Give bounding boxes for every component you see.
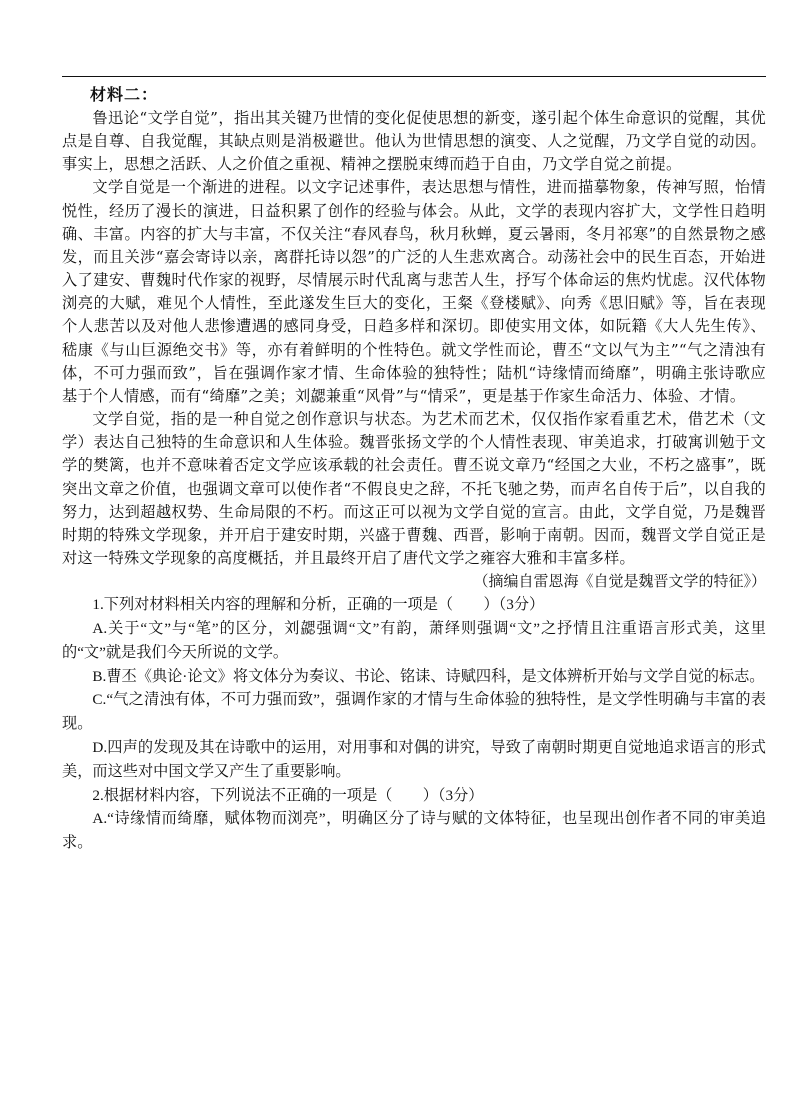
material-heading: 材料二： bbox=[90, 85, 159, 104]
question-1-stem: 1.下列对材料相关内容的理解和分析，正确的一项是（ ）（3分） bbox=[92, 596, 545, 614]
question-1-option-d: D.四声的发现及其在诗歌中的运用，对用事和对偶的讲究，导致了南朝时期更自觉地追求语言的形式美，而这些对中国文学又产生了重要影响。 bbox=[62, 738, 766, 780]
question-1-option-b: B.曹丕《典论·论文》将文体分为奏议、书论、铭诔、诗赋四科，是文体辨析开始与文学自觉的标志。 bbox=[92, 667, 765, 685]
question-2-option-a: A.“诗缘情而绮靡，赋体物而浏亮”，明确区分了诗与赋的文体特征，也呈现出创作者不同的审美追求。 bbox=[62, 810, 766, 852]
paragraph-3: 文学自觉，指的是一种自觉之创作意识与状态。为艺术而艺术，仅仅指作家看重艺术，借艺术（文学）表达自己独特的生命意识和人生体验。魏晋张扬文学的个人情性表现、审美追求，打破寓训勉于文学的樊篱，也并不意味着否定文学应该承载的社会责任。曹丕说文章乃“经国之大业，不朽之盛事”，既突出文章之价值，也强调文章可以使作者“不假良史之辞，不托飞驰之势，而声名自传于后”，以自我的努力，达到超越权势、生命局限的不朽。而这正可以视为文学自觉的宣言。由此，文学自觉，乃是魏晋时期的特殊文学现象，并开启于建安时期，兴盛于曹魏、西晋，影响于南朝。因而，魏晋文学自觉正是对这一特殊文学现象的高度概括，并且最终开启了唐代文学之雍容大雅和丰富多样。 bbox=[62, 410, 766, 567]
paragraph-1: 鲁迅论“文学自觉”，指出其关键乃世情的变化促使思想的新变，遂引起个体生命意识的觉醒，其优点是自尊、自我觉醒，其缺点则是消极避世。他认为世情思想的演变、人之觉醒，乃文学自觉的动因。事实上，思想之活跃、人之价值之重视、精神之摆脱束缚而趋于自由，乃文学自觉之前提。 bbox=[62, 109, 766, 174]
top-rule bbox=[62, 76, 766, 77]
paragraph-2: 文学自觉是一个渐进的进程。以文字记述事件，表达思想与情性，进而描摹物象，传神写照，怡情悦性，经历了漫长的演进，日益积累了创作的经验与体会。从此，文学的表现内容扩大，文学性日趋明确、丰富。内容的扩大与丰富，不仅关注“春风春鸟，秋月秋蝉，夏云暑雨，冬月祁寒”的自然景物之感发，而且关涉“嘉会寄诗以亲，离群托诗以怨”的广泛的人生悲欢离合。动荡社会中的民生百态，开始进入了建安、曹魏时代作家的视野，尽情展示时代乱离与悲苦人生，抒写个体命运的焦灼忧虑。汉代体物浏亮的大赋，难见个人情性，至此遂发生巨大的变化，王粲《登楼赋》、向秀《思旧赋》等，旨在表现个人悲苦以及对他人悲惨遭遇的感同身受，日趋多样和深切。即使实用文体，如阮籍《大人先生传》、嵇康《与山巨源绝交书》等，亦有着鲜明的个性特色。就文学性而论，曹丕“文以气为主”“气之清浊有体，不可力强而致”，旨在强调作家才情、生命体验的独特性；陆机“诗缘情而绮靡”，明确主张诗歌应基于个人情感，而有“绮靡”之美；刘勰兼重“风骨”与“情采”，更是基于作家生命活力、体验、才情。 bbox=[62, 178, 766, 405]
question-2-stem: 2.根据材料内容，下列说法不正确的一项是（ ）（3分） bbox=[92, 786, 484, 804]
question-1-option-a: A.关于“文”与“笔”的区分，刘勰强调“文”有韵，萧绎则强调“文”之抒情且注重语言形式美，这里的“文”就是我们今天所说的文学。 bbox=[62, 619, 766, 661]
document-page bbox=[62, 84, 766, 855]
source-citation: （摘编自雷恩海《自觉是魏晋文学的特征》） bbox=[473, 572, 766, 591]
question-1-option-c: C.“气之清浊有体，不可力强而致”，强调作家的才情与生命体验的独特性，是文学性明确与丰富的表现。 bbox=[62, 691, 766, 733]
